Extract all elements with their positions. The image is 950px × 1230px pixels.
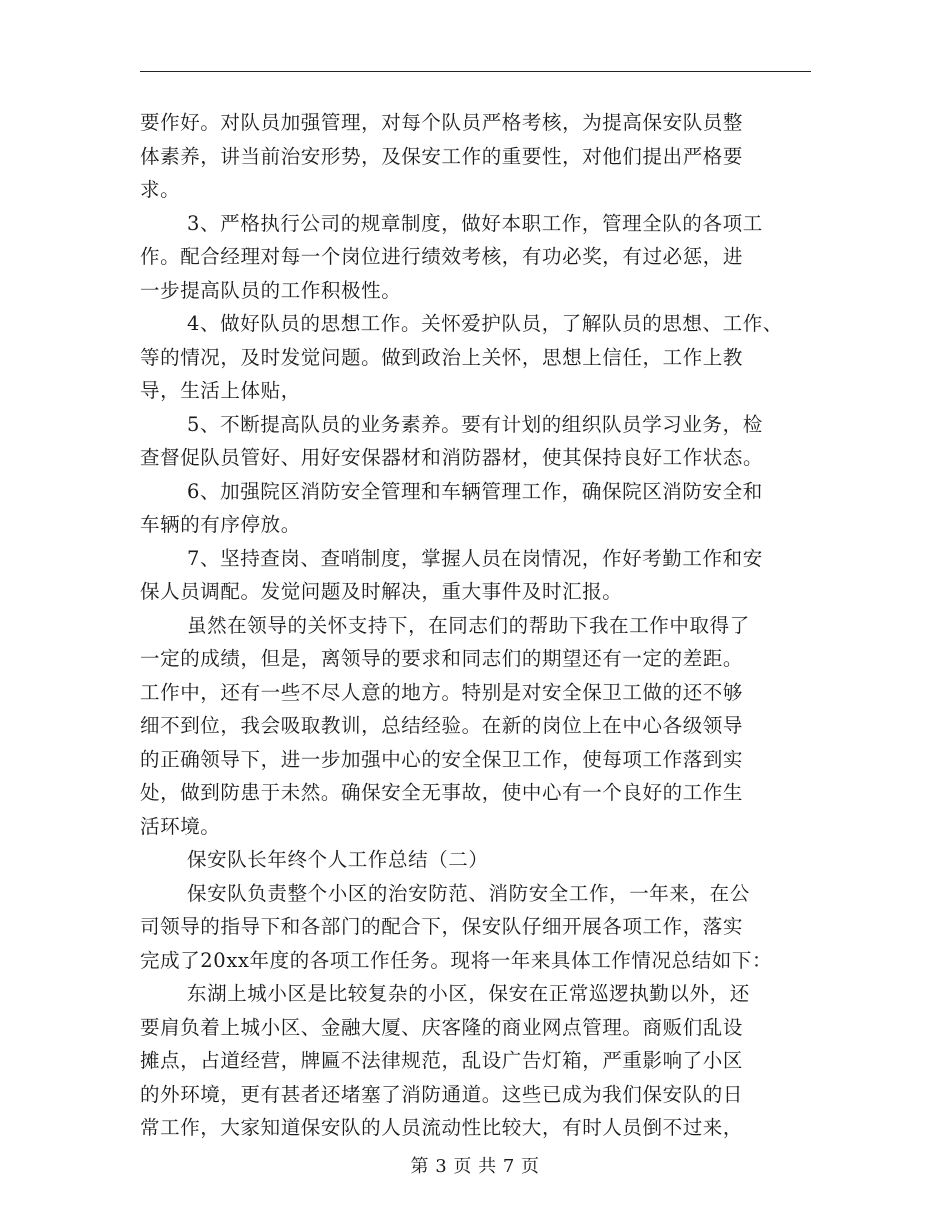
paragraph-6-start: 6、加强院区消防安全管理和车辆管理工作，确保院区消防安全和: [187, 479, 763, 503]
text-line: 要肩负着上城小区、金融大厦、庆客隆的商业网点管理。商贩们乱设: [140, 1015, 744, 1039]
body-text: [140, 106, 820, 1145]
text-line: 的外环境，更有甚者还堵塞了消防通道。这些已成为我们保安队的日: [140, 1082, 744, 1106]
text-line: 作。配合经理对每一个岗位进行绩效考核，有功必奖，有过必惩，进: [140, 245, 744, 268]
paragraph-5-start: 5、不断提高队员的业务素养。要有计划的组织队员学习业务，检: [187, 412, 763, 436]
text-line: 一定的成绩，但是，离领导的要求和同志们的期望还有一定的差距。: [140, 647, 744, 670]
header-rule: [140, 71, 811, 72]
text-line: 活环境。: [140, 814, 221, 838]
paragraph-4-start: 4、做好队员的思想工作。关怀爱护队员，了解队员的思想、工作、: [187, 312, 783, 335]
text-line: 司领导的指导下和各部门的配合下，保安队仔细开展各项工作，落实: [140, 915, 744, 938]
text-line: 的正确领导下，进一步加强中心的安全保卫工作，使每项工作落到实: [140, 747, 744, 771]
paragraph-7-start: 7、坚持查岗、查哨制度，掌握人员在岗情况，作好考勤工作和安: [187, 546, 763, 570]
section-heading: 保安队长年终个人工作总结（二）: [187, 848, 489, 871]
text-line: 车辆的有序停放。: [140, 513, 301, 536]
text-line: 处，做到防患于未然。确保安全无事故，使中心有一个良好的工作生: [140, 781, 744, 804]
text-line: 体素养，讲当前治安形势，及保安工作的重要性，对他们提出严格要: [140, 144, 744, 168]
paragraph-3-start: 3、严格执行公司的规章制度，做好本职工作，管理全队的各项工: [187, 211, 763, 235]
text-line: 要作好。对队员加强管理，对每个队员严格考核，为提高保安队员整: [140, 111, 744, 134]
text-line: 细不到位，我会吸取教训，总结经验。在新的岗位上在中心各级领导: [140, 714, 744, 737]
text-line: 摊点，占道经营，牌匾不法律规范，乱设广告灯箱，严重影响了小区: [140, 1049, 744, 1072]
text-line: 一步提高队员的工作积极性。: [140, 278, 402, 302]
text-line: 求。: [140, 178, 181, 201]
paragraph-summary-start: 虽然在领导的关怀支持下，在同志们的帮助下我在工作中取得了: [187, 613, 750, 637]
text-line: 常工作，大家知道保安队的人员流动性比较大，有时人员倒不过来，: [140, 1116, 744, 1139]
paragraph-donghu-start: 东湖上城小区是比较复杂的小区，保安在正常巡逻执勤以外，还: [187, 982, 750, 1005]
text-line: 导，生活上体贴，: [140, 379, 301, 402]
page-footer: 第 3 页 共 7 页: [410, 1156, 540, 1177]
text-line: 工作中，还有一些不尽人意的地方。特别是对安全保卫工做的还不够: [140, 680, 744, 704]
text-line: 完成了20xx年度的各项工作任务。现将一年来具体工作情况总结如下：: [140, 948, 773, 972]
paragraph-intro-start: 保安队负责整个小区的治安防范、消防安全工作，一年来，在公: [187, 881, 750, 905]
text-line: 保人员调配。发觉问题及时解决，重大事件及时汇报。: [140, 580, 623, 603]
text-line: 等的情况，及时发觉问题。做到政治上关怀，思想上信任，工作上教: [140, 345, 744, 369]
text-line: 查督促队员管好、用好安保器材和消防器材，使其保持良好工作状态。: [140, 446, 764, 469]
